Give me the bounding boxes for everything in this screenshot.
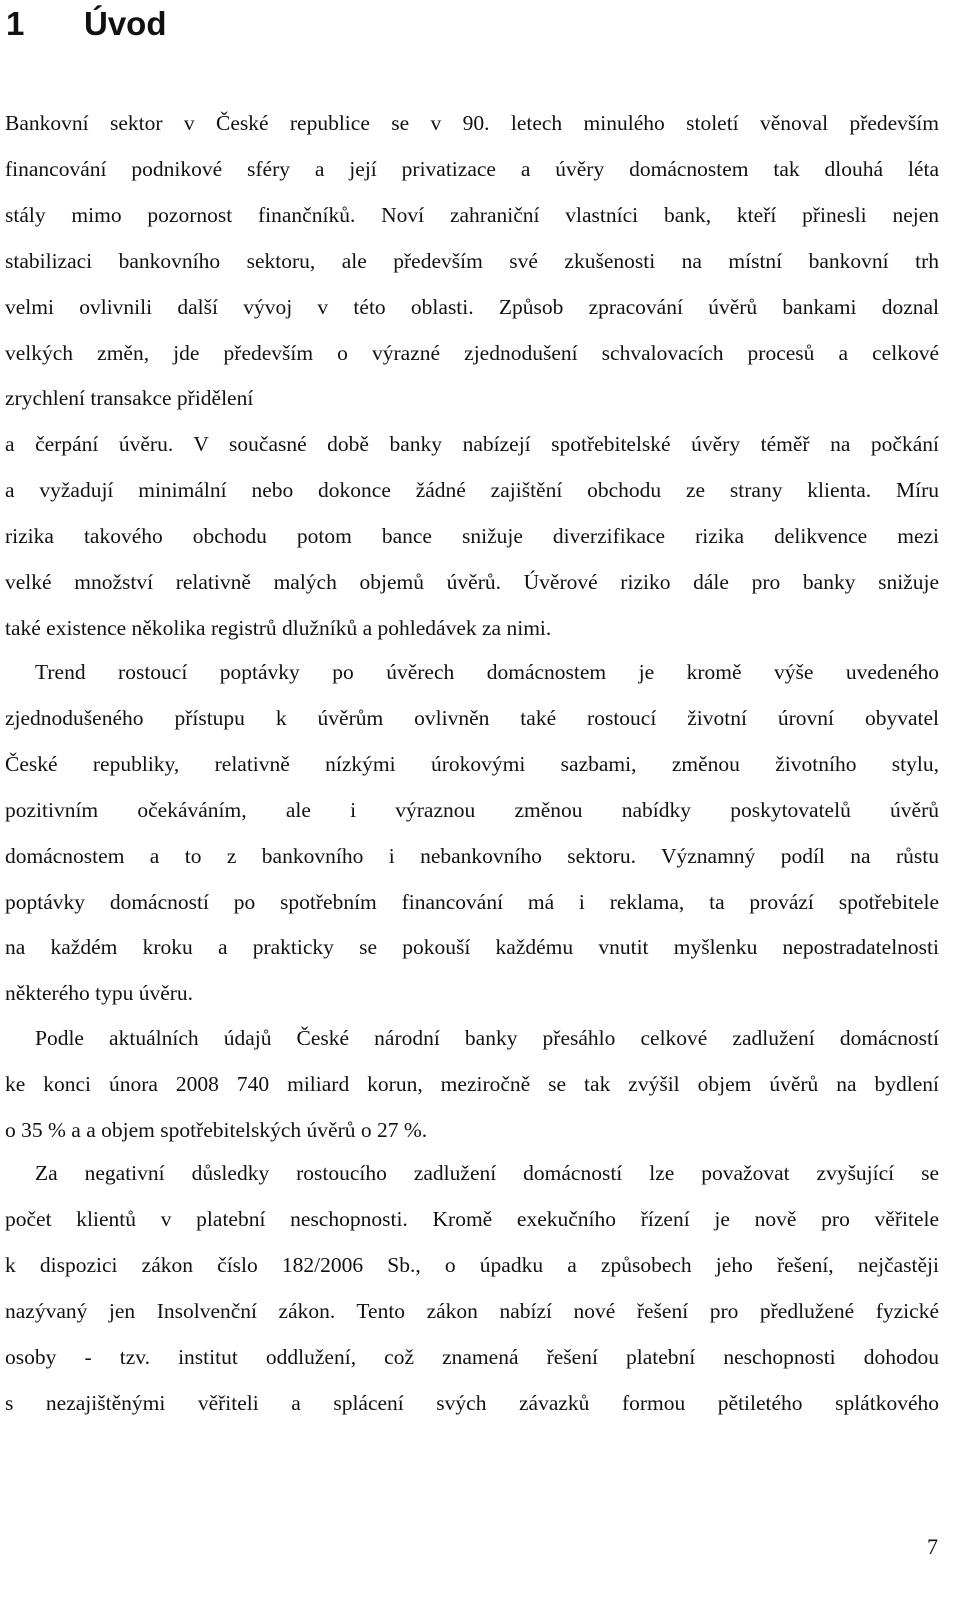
paragraph-line: Bankovní sektor v České republice se v 90. letech minulého století věnoval především — [5, 111, 939, 135]
paragraph-line: poptávky domácností po spotřebním financování má i reklama, ta provází spotřebitele — [5, 889, 939, 914]
paragraph-line: Podle aktuálních údajů České národní banky přesáhlo celkové zadlužení domácností — [35, 1026, 939, 1050]
paragraph-line: zrychlení transakce přidělení — [5, 386, 254, 411]
paragraph-line: počet klientů v platební neschopnosti. Kromě exekučního řízení je nově pro věřitele — [5, 1206, 939, 1231]
paragraph-line: financování podnikové sféry a její privatizace a úvěry domácnostem tak dlouhá léta — [5, 156, 939, 181]
paragraph-line: a vyžadují minimální nebo dokonce žádné zajištění obchodu ze strany klienta. Míru — [5, 478, 939, 503]
paragraph-line: Trend rostoucí poptávky po úvěrech domácnostem je kromě výše uvedeného — [35, 660, 939, 684]
paragraph-4 — [5, 1151, 939, 1426]
paragraph-line: velké množství relativně malých objemů úvěrů. Úvěrové riziko dále pro banky snižuje — [5, 570, 939, 595]
page-number: 7 — [927, 1534, 938, 1559]
paragraph-3 — [5, 1016, 939, 1154]
paragraph-line: o 35 % a a objem spotřebitelských úvěrů o 27 %. — [5, 1117, 428, 1142]
paragraph-line: zjednodušeného přístupu k úvěrům ovlivněn také rostoucí životní úrovní obyvatel — [5, 705, 939, 730]
paragraph-line: také existence několika registrů dlužníků a pohledávek za nimi. — [5, 615, 552, 640]
paragraph-line: s nezajištěnými věřiteli a splácení svých závazků formou pětiletého splátkového — [5, 1390, 939, 1415]
paragraph-line: k dispozici zákon číslo 182/2006 Sb., o úpadku a způsobech jeho řešení, nejčastěji — [5, 1252, 939, 1277]
paragraph-line: Za negativní důsledky rostoucího zadlužení domácností lze považovat zvyšující se — [35, 1161, 939, 1185]
paragraph-line: na každém kroku a prakticky se pokouší každému vnutit myšlenku nepostradatelnosti — [5, 935, 939, 960]
paragraph-line: stály mimo pozornost finančníků. Noví zahraniční vlastníci bank, kteří přinesli nejen — [5, 202, 939, 227]
paragraph-line: některého typu úvěru. — [5, 981, 194, 1006]
paragraph-line: České republiky, relativně nízkými úrokovými sazbami, změnou životního stylu, — [5, 751, 939, 776]
paragraph-line: stabilizaci bankovního sektoru, ale především své zkušenosti na místní bankovní trh — [5, 248, 939, 273]
paragraph-line: domácnostem a to z bankovního i nebankovního sektoru. Významný podíl na růstu — [5, 843, 939, 868]
paragraph-line: a čerpání úvěru. V současné době banky nabízejí spotřebitelské úvěry téměř na počkání — [5, 432, 939, 457]
paragraph-1 — [5, 101, 939, 652]
paragraph-2 — [5, 650, 939, 1017]
paragraph-line: osoby - tzv. institut oddlužení, což znamená řešení platební neschopnosti dohodou — [5, 1344, 939, 1369]
paragraph-line: rizika takového obchodu potom bance snižuje diverzifikace rizika delikvence mezi — [5, 524, 939, 549]
chapter-heading — [6, 2, 167, 46]
chapter-title: Úvod — [84, 5, 167, 42]
paragraph-line: velkých změn, jde především o výrazné zjednodušení schvalovacích procesů a celkové — [5, 340, 939, 365]
paragraph-line: nazývaný jen Insolvenční zákon. Tento zákon nabízí nové řešení pro předlužené fyzické — [5, 1298, 939, 1323]
paragraph-line: ke konci února 2008 740 miliard korun, meziročně se tak zvýšil objem úvěrů na bydlení — [5, 1071, 939, 1096]
chapter-number: 1 — [6, 5, 25, 42]
paragraph-line: velmi ovlivnili další vývoj v této oblasti. Způsob zpracování úvěrů bankami doznal — [5, 294, 939, 319]
paragraph-line: pozitivním očekáváním, ale i výraznou změnou nabídky poskytovatelů úvěrů — [5, 797, 939, 822]
